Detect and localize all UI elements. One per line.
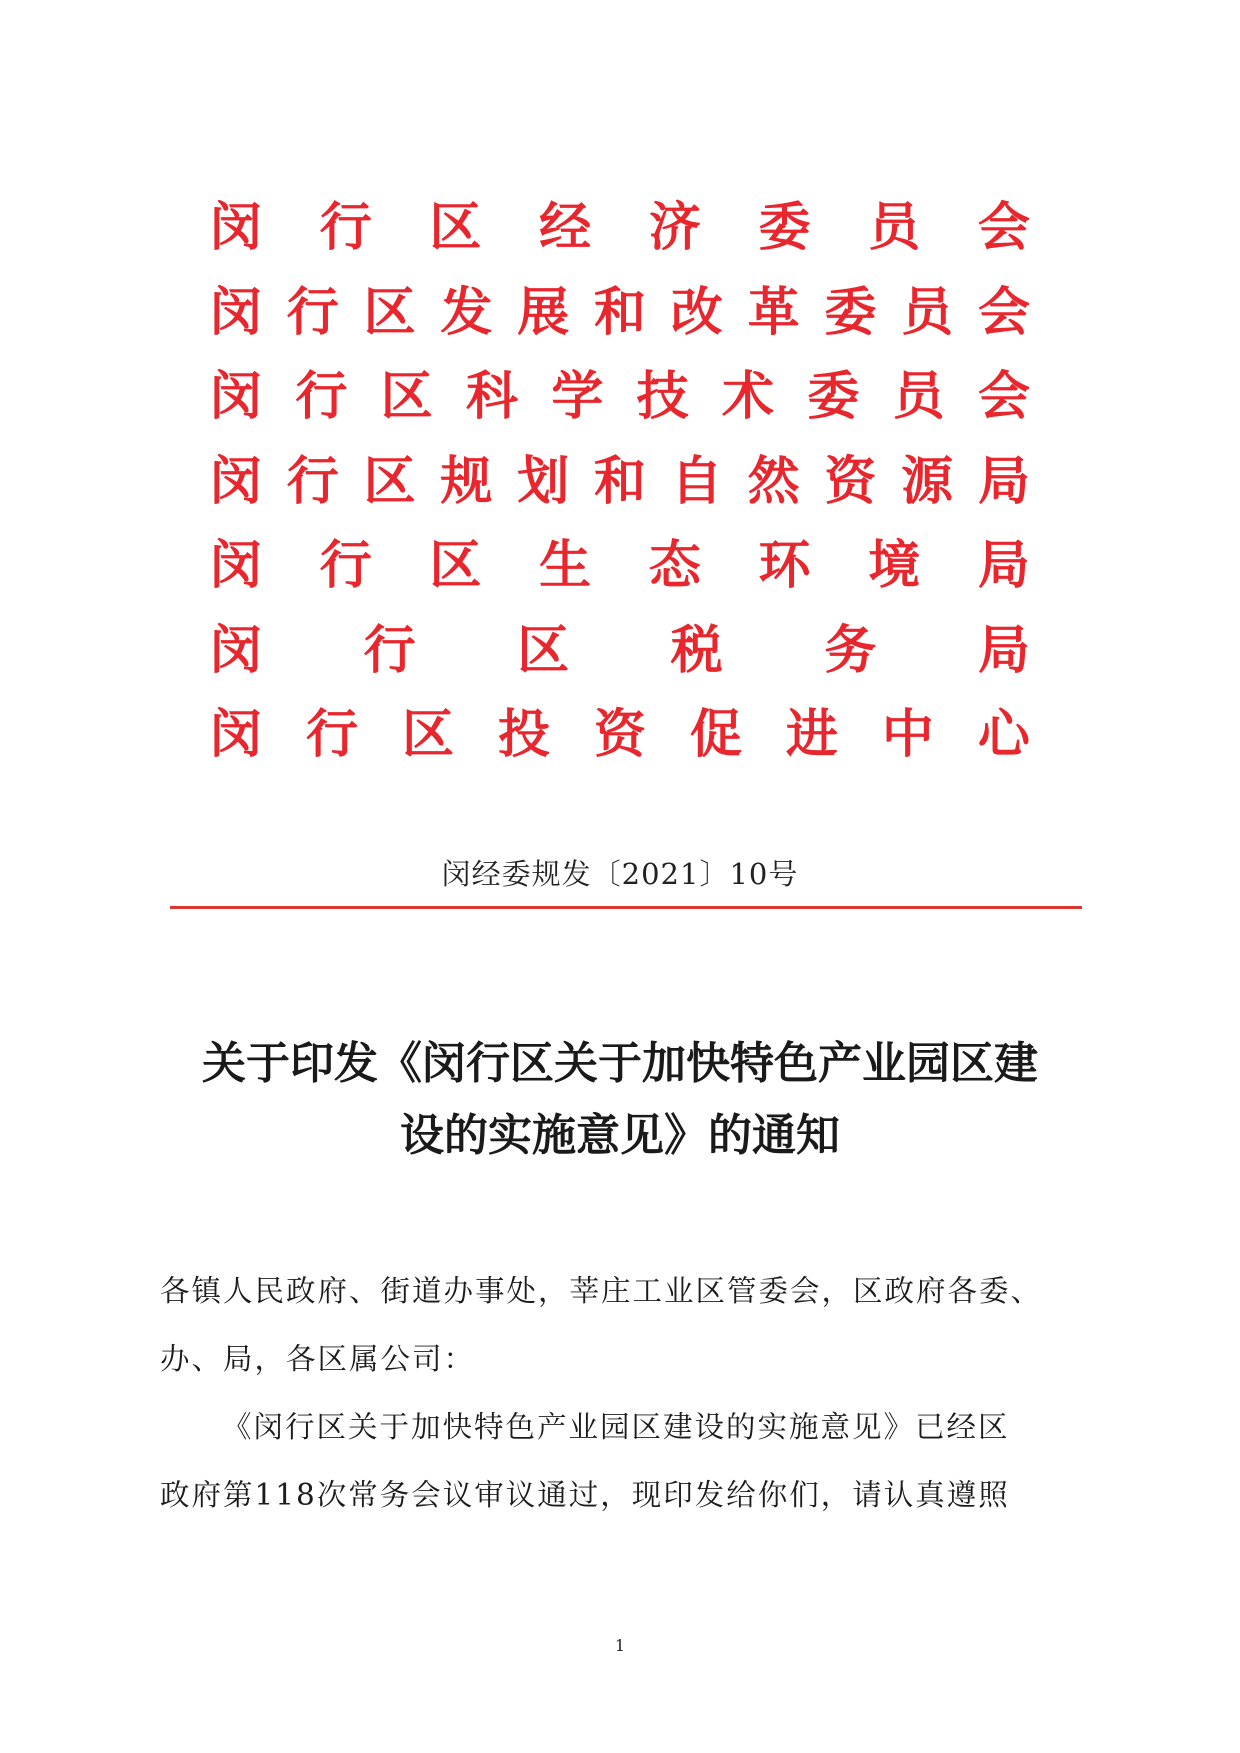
issuer-row [210,186,1030,271]
issuer-char: 员 [868,198,921,259]
issuer-char: 心 [977,705,1030,766]
issuer-row [210,440,1030,525]
issuer-char: 展 [517,282,570,343]
issuer-char: 术 [721,367,774,428]
issuer-char: 委 [807,367,860,428]
issuer-char: 区 [380,367,433,428]
issuer-char: 闵 [210,198,263,259]
issuer-char: 局 [977,451,1030,512]
issuer-char: 划 [517,451,570,512]
issuer-char: 行 [286,282,339,343]
issuer-char: 会 [977,282,1030,343]
page-number: 1 [614,1636,626,1655]
issuer-char: 闵 [210,705,263,766]
issuer-char: 和 [593,282,646,343]
issuer-row [210,524,1030,609]
issuer-row [210,271,1030,356]
issuer-char: 资 [593,705,646,766]
issuer-char: 境 [868,536,921,597]
document-number: 闵经委规发〔2021〕10号 [441,857,799,891]
issuer-char: 区 [517,620,570,681]
issuer-char: 资 [824,451,877,512]
issuer-char: 进 [785,705,838,766]
issuer-char: 经 [539,198,592,259]
issuer-char: 行 [363,620,416,681]
issuer-char: 济 [648,198,701,259]
issuer-char: 会 [977,198,1030,259]
issuer-row [210,693,1030,778]
issuer-char: 生 [539,536,592,597]
issuer-char: 闵 [210,536,263,597]
issuer-char: 行 [286,451,339,512]
issuer-char: 员 [892,367,945,428]
issuer-char: 发 [440,282,493,343]
issuer-char: 局 [977,620,1030,681]
issuer-char: 自 [670,451,723,512]
issuer-char: 员 [901,282,954,343]
issuer-char: 行 [305,705,358,766]
issuer-char: 区 [401,705,454,766]
document-title [160,1028,1080,1172]
issuer-char: 务 [824,620,877,681]
red-divider-line [170,906,1082,909]
document-title-line-1: 关于印发《闵行区关于加快特色产业园区建 [202,1038,1038,1089]
issuer-char: 然 [747,451,800,512]
addressee-line-2: 办、局，各区属公司： [160,1342,476,1376]
issuer-row [210,609,1030,694]
issuer-char: 行 [295,367,348,428]
issuer-char: 促 [689,705,742,766]
issuer-char: 税 [670,620,723,681]
issuer-char: 改 [670,282,723,343]
issuer-row [210,355,1030,440]
issuer-char: 闵 [210,282,263,343]
issuer-char: 区 [363,451,416,512]
issuer-char: 行 [319,198,372,259]
issuer-char: 区 [429,536,482,597]
issuer-char: 区 [363,282,416,343]
issuer-char: 闵 [210,451,263,512]
paragraph-line-2: 政府第118次常务会议审议通过，现印发给你们，请认真遵照 [160,1478,1010,1512]
issuer-char: 环 [758,536,811,597]
issuer-char: 科 [465,367,518,428]
issuer-char: 革 [747,282,800,343]
issuer-char: 规 [440,451,493,512]
issuer-char: 源 [901,451,954,512]
document-body [160,1257,1060,1529]
issuer-char: 会 [977,367,1030,428]
issuer-char: 区 [429,198,482,259]
issuer-char: 和 [593,451,646,512]
issuer-char: 闵 [210,367,263,428]
issuer-char: 局 [977,536,1030,597]
issuer-char: 投 [497,705,550,766]
addressee-line-1: 各镇人民政府、街道办事处，莘庄工业区管委会，区政府各委、 [160,1274,1043,1308]
issuer-char: 态 [648,536,701,597]
issuer-char: 闵 [210,620,263,681]
document-title-line-2: 设的实施意见》的通知 [400,1110,840,1161]
issuer-char: 委 [824,282,877,343]
paragraph-line-1: 《闵行区关于加快特色产业园区建设的实施意见》已经区 [222,1410,1010,1444]
issuer-char: 学 [551,367,604,428]
issuer-letterhead [210,186,1030,778]
issuer-char: 委 [758,198,811,259]
issuer-char: 行 [319,536,372,597]
issuer-char: 技 [636,367,689,428]
issuer-char: 中 [881,705,934,766]
